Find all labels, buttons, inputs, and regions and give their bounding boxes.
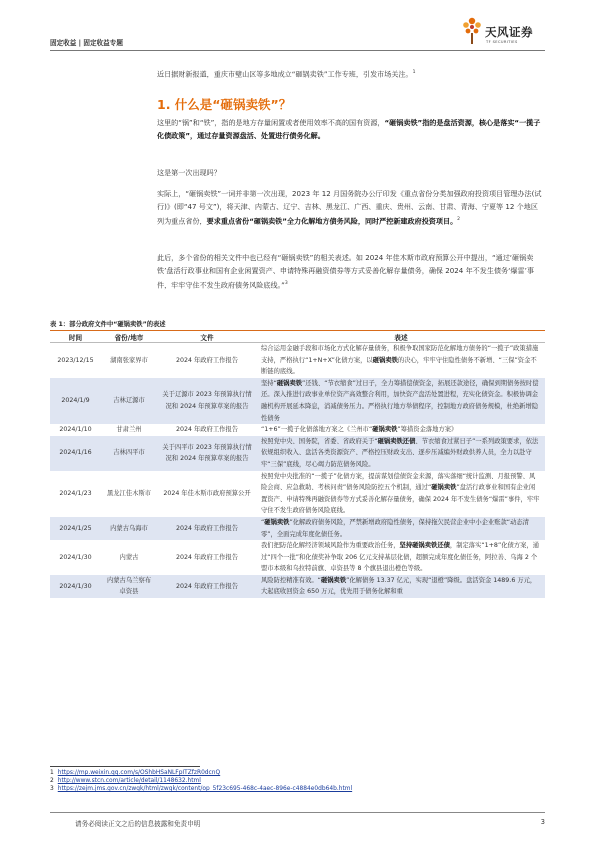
history-bold: 要求重点省份“砸锅卖铁”全力化解地方债务风险，同时严控新建政府投资项目。: [206, 216, 458, 226]
cell-date: 2024/1/25: [50, 517, 101, 540]
cell-region: 黑龙江佳木斯市: [106, 489, 152, 497]
cell-document: 2024 年政府工作报告: [175, 356, 239, 364]
header-divider: [50, 50, 545, 51]
cell-statement: [257, 517, 545, 540]
statement-text: 、节衣缩食过紧日子”一系列政策要求，依法依规组织收入、盘活各类资源资产、严格控压财政支出、逐步压减编外财政供养人员，全力以赴守牢“三保”底线，尽心竭力防范债务风险。: [261, 437, 539, 468]
table-header-row: [50, 331, 545, 343]
cell-statement: [257, 378, 545, 424]
footnote-link[interactable]: https://zejm.jms.gov.cn/zwgk/html/zwgk/content/op_5f23c695-468c-4aec-896e-c4884e0db64b.html: [57, 786, 353, 792]
cell-region: 内蒙古乌兰察布卓资县: [101, 575, 157, 598]
cell-document: 2024 年政府工作报告: [175, 553, 239, 561]
table-title: 表 1：部分政府文件中“砸锅卖铁”的表述: [50, 321, 166, 328]
cell-statement: [257, 575, 545, 598]
statement-text: 综合运用金融手段和市场化方式化解存量债务，积极争取国家防范化解地方债务的“一揽子”政策措施支持，严格执行“1+N+X”化债方案，以: [261, 345, 539, 364]
footer-divider: [50, 812, 545, 813]
statement-highlight: 砸锅卖铁: [372, 356, 398, 364]
definition-bold: “砸锅卖铁”指的是盘活资源，核心是落实“一揽子化债政策”，通过存量资源盘活、处置进行债务化解: [157, 118, 541, 141]
footnote-ref[interactable]: 3: [284, 281, 288, 287]
footnote-divider: [50, 766, 200, 767]
later-paragraph: [157, 251, 543, 292]
statement-highlight: 砸锅卖铁还债: [377, 437, 416, 445]
brand-name: 天风证券: [485, 25, 533, 39]
history-block: [157, 187, 543, 228]
cell-date: 2024/1/30: [59, 553, 92, 561]
table-row: [50, 424, 545, 436]
intro-block: [157, 66, 543, 81]
table-row: [50, 575, 545, 598]
statement-text: “1+6”一揽子化债落地方案之《兰州市“: [261, 426, 373, 434]
statement-text: ”化解政府债务风险，严禁新增政府隐性债务，保持拖欠民营企业中小企业账款“动态清零”，全面完成年度化债任务。: [261, 518, 529, 538]
page-number: 3: [540, 818, 545, 826]
later-block: [157, 251, 543, 292]
history-plain: 实际上，“砸锅卖铁”一词并非第一次出现，2023 年 12 月国务院办公厅印发《重点省份分类加强政府投资项目管理办法(试行)》(即“47 号文”)，将天津、内蒙古、辽宁、吉林、黑龙江、广西、重庆、贵州、云南、甘肃、青海、宁夏等 12 个地区列为重点省份，: [157, 189, 542, 226]
table-row: [50, 343, 545, 378]
cell-statement: [257, 343, 545, 378]
statement-highlight: 砸锅卖铁: [276, 379, 303, 387]
footer-disclaimer: 请务必阅读正文之后的信息披露和免责申明: [75, 820, 201, 828]
intro-paragraph: [157, 66, 543, 81]
footnote-item: [50, 785, 545, 793]
footnote-number: 2: [50, 778, 54, 784]
table-row: [50, 378, 545, 424]
footnote-link[interactable]: https://mp.weixin.qq.com/s/OShbHSaNLFpITZfzR0dcnQ: [57, 770, 221, 776]
statement-text: ”化解债务 13.37 亿元，实现“退橙”降级。盘活资金 1489.6 万元，大起底收回资金 650 万元，优先用于债务化解和重: [261, 576, 537, 596]
cell-region: 吉林辽源市: [101, 378, 157, 424]
history-paragraph: [157, 187, 543, 228]
cell-document: 关于辽源市 2023 年预算执行情况和 2024 年预算草案的报告: [157, 378, 257, 424]
statement-text: “: [261, 518, 265, 526]
cell-document: 2024 年政府工作报告: [157, 575, 257, 598]
cell-date: 2024/1/9: [50, 378, 101, 424]
cell-date: 2024/1/30: [50, 575, 101, 598]
table-row: [50, 436, 545, 471]
brand-mark-icon: [461, 16, 483, 46]
cell-statement: [257, 471, 545, 517]
cell-document: 2024 年政府工作报告: [157, 517, 257, 540]
statement-text: 按照党中央批准的“一揽子”化债方案，提前谋划偿债资金来源，落实落细“统计监测、月报预警、风险会商、应急救助、考核问责”债务风险防控五个机制，通过“: [261, 472, 536, 492]
section-label: 固定收益 | 固定收益专题: [50, 39, 123, 47]
statement-text: 风险防控精准有效。“: [261, 576, 321, 584]
statement-highlight: 砸锅卖铁: [372, 426, 398, 434]
statement-text: 按照党中央、国务院，省委、省政府关于“: [261, 437, 378, 445]
column-header-statement: 表述: [257, 331, 545, 343]
footnote-item: [50, 777, 545, 785]
definition-paragraph: [157, 116, 543, 142]
section-heading: 1. 什么是“砸锅卖铁”？: [157, 97, 292, 112]
footnote-ref[interactable]: 1: [412, 70, 416, 75]
definition-block: [157, 116, 543, 142]
later-text: 此后，多个省份的相关文件中也已经有“砸锅卖铁”的相关表述。如 2024 年佳木斯市政府预算公开中提出，“通过‘砸锅卖铁’盘活行政事业和国有企业闲置资产、申请特殊再融资债券等方式妥善化解存量债务，确保 2024 年不发生债务‘爆雷’事件，牢牢守住不发生政府债务风险底线。”: [157, 253, 534, 290]
statement-text: ”筹措资金落地方案》: [397, 426, 458, 434]
cell-document: 2024 年佳木斯市政府预算公开: [163, 489, 251, 497]
cell-statement: [257, 540, 545, 575]
column-header-region: 省份/地市: [101, 331, 157, 343]
cell-region: 内蒙古: [119, 553, 139, 561]
footnote-link[interactable]: http://www.stcn.com/article/detail/1148632.html: [57, 778, 201, 784]
cell-region: 甘肃兰州: [116, 426, 142, 434]
statement-text: 我们把防范化解经济领域风险作为重要政治任务，: [261, 542, 400, 550]
statement-text: 的决心，牢牢守住隐性债务不新增、“三保”资金不断链的底线。: [261, 356, 537, 376]
brand-name-en: TF SECURITIES: [486, 40, 518, 44]
cell-region: 吉林四平市: [101, 436, 157, 471]
table-row: [50, 540, 545, 575]
statement-highlight: 砸锅卖铁: [320, 576, 347, 584]
footnotes: [50, 769, 545, 793]
cell-statement: [257, 436, 545, 471]
cell-document: 关于四平市 2023 年预算执行情况和 2024 年预算草案的报告: [157, 436, 257, 471]
statement-highlight: 坚持砸锅卖铁还债: [399, 542, 450, 550]
government-documents-table: [50, 331, 545, 598]
statement-text: ”还钱、“节衣缩食”过日子，全力筹措偿债资金，拓展还款途径，确保到期债务按时偿还。深入推进行政事业单位资产高效整合利用，加快资产盘活处置进程，充实化债资金。积极协调金融机构开展延本降息，消减债务压力。严格执行地方举债程序，控制地方政府债务规模，杜绝新增隐性债务: [261, 379, 539, 422]
column-header-document: 文件: [157, 331, 257, 343]
statement-highlight: 砸锅卖铁: [431, 484, 457, 492]
definition-plain: 这里的“锅”和“铁”，指的是地方存量闲置或者使用效率不高的国有资源，: [157, 118, 385, 127]
statement-text: ，制定落实“1+8”化债方案，通过“四个一批”和化债奖补争取 206 亿元支持基层化债，超额完成年度化债任务，阿拉善、乌海 2 个盟市本级和乌拉特前旗、卓资县等 8 个旗县退出橙色等级。: [261, 542, 539, 573]
column-header-date: 时间: [50, 331, 101, 343]
cell-date: 2024/1/10: [59, 426, 92, 434]
brand-logo: [461, 16, 545, 48]
table-row: [50, 471, 545, 517]
cell-statement: [257, 424, 545, 436]
cell-date: 2023/12/15: [57, 356, 94, 364]
definition-bold-end: 。: [317, 131, 325, 141]
table-row: [50, 517, 545, 540]
cell-document: 2024 年政府工作报告: [175, 426, 239, 434]
statement-highlight: 砸锅卖铁: [264, 518, 290, 526]
question-block: [157, 166, 543, 179]
cell-region: 内蒙古乌海市: [101, 517, 157, 540]
footnote-number: 1: [50, 770, 54, 776]
statement-text: 坚持“: [261, 379, 277, 387]
cell-region: 湖南张家界市: [110, 356, 148, 364]
intro-text: 近日据财新报道，重庆市璧山区等多地成立“砸锅卖铁”工作专班，引发市场关注。: [157, 69, 413, 79]
footnote-number: 3: [50, 786, 54, 792]
footnote-ref[interactable]: 2: [457, 217, 461, 223]
question-paragraph: 这是第一次出现吗？: [157, 168, 221, 177]
cell-date: 2024/1/16: [50, 436, 101, 471]
page-header: [50, 0, 545, 52]
cell-date: 2024/1/23: [59, 489, 92, 497]
statement-text: ”盘活行政事业和国有企业闲置资产、申请特殊再融资债券等方式妥善化解存量债务，确保 2024 年不发生债务“爆雷”事件，牢牢守住不发生政府债务风险底线。: [261, 484, 540, 515]
footnote-item: [50, 769, 545, 777]
